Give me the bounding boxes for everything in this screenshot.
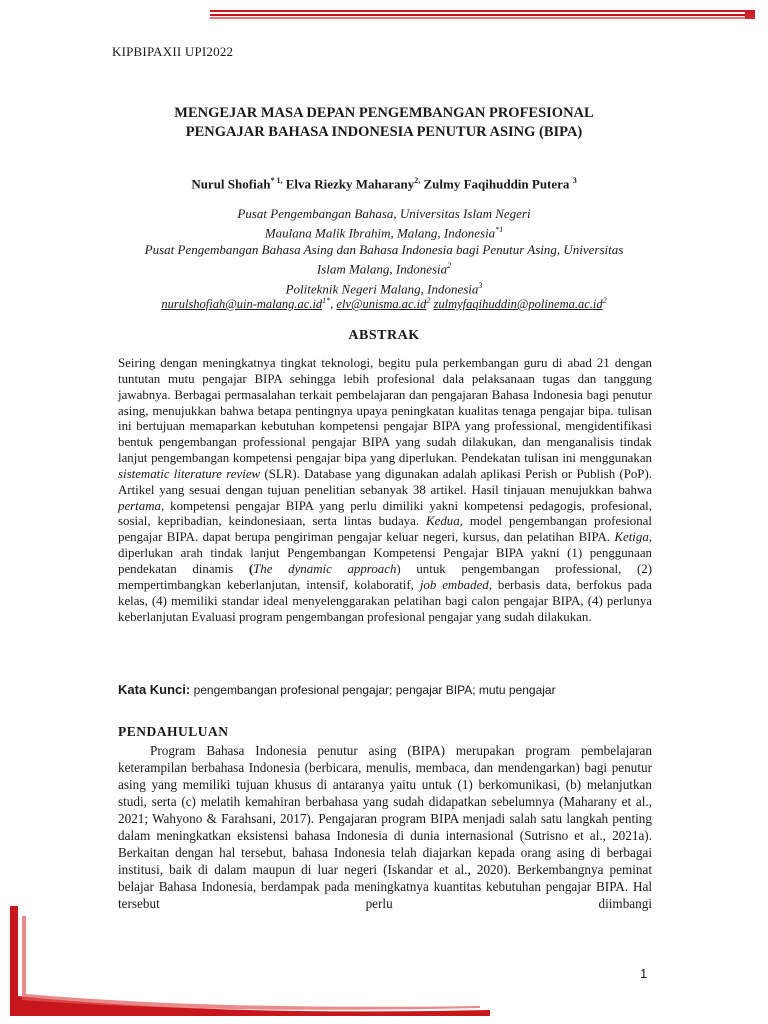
author-list <box>112 176 656 192</box>
header-red-band <box>210 10 755 19</box>
abstract-text: (SLR). Database yang digunakan adalah aplikasi Perish or Publish (PoP). Artikel yang sesuai dengan tujuan penelitian sebanyak 38 artikel. Hasil tinjauan menujukkan bahwa <box>118 466 652 497</box>
affiliation-line-4: Islam Malang, Indonesia <box>316 261 448 277</box>
author-2: Elva Riezky Maharany <box>285 176 415 192</box>
abstract-text: ) untuk pengembangan professional, (2) mempertimbangkan keberlanjutan, intensif, kolaboratif, <box>118 561 652 592</box>
section-heading-introduction: PENDAHULUAN <box>118 724 229 739</box>
affiliation-line-5: Politeknik Negeri Malang, Indonesia <box>285 281 479 297</box>
abstract-text: berbasis data, berfokus pada kelas, (4) memiliki standar ideal menyelenggarakan pelatihan bagi calon pengajar BIPA, (4) perlunya keberlanjutan Evaluasi program pengembangan profesional pengajar yang sudah dilakukan. <box>118 577 653 624</box>
abstract-italic: sistematic literature review <box>118 466 261 481</box>
abstract-italic: pertama <box>118 498 161 513</box>
abstract-italic: Kedua, <box>426 514 463 529</box>
email-link-1[interactable]: nurulshofiah@uin-malang.ac.id <box>161 297 323 312</box>
keywords-text: pengembangan profesional pengajar; pengajar BIPA; mutu pengajar <box>190 683 556 697</box>
abstract-italic: Ketiga <box>614 530 649 545</box>
introduction-body: Program Bahasa Indonesia penutur asing (BIPA) merupakan program pembelajaran keterampilan berbahasa Indonesia (berbicara, menulis, membaca, dan mendengarkan) bagi penutur asing yang memiliki tujuan khusus di antaranya yaitu untuk (1) berkomunikasi, (b) melanjutkan studi, serta (c) melatih kemahiran berbahasa yang sudah didapatkan sebelumnya (Maharany et al., 2021; Wahyono & Farahsani, 2017). Pengajaran program BIPA menjadi salah satu langkah penting dalam meningkatkan eksistensi bahasa Indonesia di dunia internasional (Sutrisno et al., 2021a). Berkaitan dengan hal tersebut, bahasa Indonesia telah diajarkan kepada orang asing di berbagai institusi, baik di dalam maupun di luar negeri (Iskandar et al., 2020). Berkembangnya peminat belajar Bahasa Indonesia, berdampak pada meningkatnya kuantitas kebutuhan pengajar BIPA. Hal tersebut perlu diimbangi <box>118 743 652 912</box>
affiliation-4-mark: 2 <box>447 261 452 271</box>
author-3-mark: 3 <box>572 176 577 185</box>
author-1: Nurul Shofiah <box>191 176 271 192</box>
affiliation-line-2: Maulana Malik Ibrahim, Malang, Indonesia <box>264 225 496 241</box>
title-line-1: MENGEJAR MASA DEPAN PENGEMBANGAN PROFESIONAL <box>174 105 594 121</box>
keywords <box>118 682 652 698</box>
abstract-italic: job embaded, <box>419 577 492 592</box>
abstract-text: model pengembangan profesional pengajar BIPA. dapat berupa pengiriman pengajar keluar negeri, kursus, dan pelatihan BIPA. <box>118 514 652 545</box>
email-3-mark: 2 <box>602 296 607 305</box>
keywords-label: Kata Kunci: <box>118 682 191 697</box>
email-2-mark: 2 <box>426 296 431 305</box>
author-2-mark: 2, <box>414 176 421 185</box>
email-link-3[interactable]: zulmyfaqihuddin@polinema.ac.id <box>433 297 603 312</box>
abstract-text: , kompetensi pengajar BIPA yang perlu dimiliki yakni kompetensi pedagogis, profesional, sosial, kepribadian, keindonesiaan, serta lintas budaya. <box>118 498 652 529</box>
affiliation-2-mark: *1 <box>495 225 504 235</box>
footer-red-swoosh <box>10 906 490 1016</box>
abstract-text: , diperlukan arah tindak lanjut Pengembangan Kompetensi Pengajar BIPA yakni (1) penggunaan pendekatan dinamis <box>118 530 652 576</box>
page-number: 1 <box>640 966 648 981</box>
affiliation-line-3: Pusat Pengembangan Bahasa Asing dan Bahasa Indonesia bagi Penutur Asing, Universitas <box>144 241 624 257</box>
author-emails: $nurulshofiah@uin-malang.ac.id^{1*}$, $elv@unisma.ac.id^2$ $zulmyfaqihuddin@polinema.ac.id^2$ <box>161 296 607 312</box>
affiliation-5-mark: 3 <box>478 280 483 290</box>
paper-title <box>112 104 656 142</box>
abstract-body <box>118 356 652 625</box>
abstract-bracket: ( <box>248 561 254 576</box>
abstract-heading: ABSTRAK <box>348 328 420 343</box>
running-header: KIPBIPAXII UPI2022 <box>112 44 234 59</box>
abstract-italic: The dynamic approach <box>253 561 397 576</box>
email-link-2[interactable]: elv@unisma.ac.id <box>336 297 427 312</box>
author-3: Zulmy Faqihuddin Putera <box>423 176 570 192</box>
title-line-2: PENGAJAR BAHASA INDONESIA PENUTUR ASING (BIPA) <box>185 124 583 140</box>
author-1-mark: * 1, <box>270 176 283 185</box>
affiliations <box>112 206 656 297</box>
email-1-mark: 1* <box>322 296 331 305</box>
affiliation-line-1: Pusat Pengembangan Bahasa, Universitas Islam Negeri <box>237 206 531 221</box>
abstract-text: Seiring dengan meningkatnya tingkat teknologi, begitu pula perkembangan guru di abad 21 dengan tuntutan mutu pengajar BIPA sehingga lebih profesional dala pelaksanaan tugas dan tanggung jawabnya. Berbagai permasalahan terkait pembelajaran dan pengajaran Bahasa Indonesia bagi penutur asing, menujukkan bahwa betapa pentingnya upaya peningkatan kualitas tenaga pengajar bipa. tulisan ini bertujuan memaparkan kebutuhan kompetensi pengajar BIPA yang professional, mengidentifikasi bentuk pengembangan professional pengajar BIPA yang sudah dilakukan, dan menganalisis tindak lanjut pengembangan kompetensi pengajar bipa yang diperlukan. Pendekatan tulisan ini menggunakan <box>118 356 652 466</box>
